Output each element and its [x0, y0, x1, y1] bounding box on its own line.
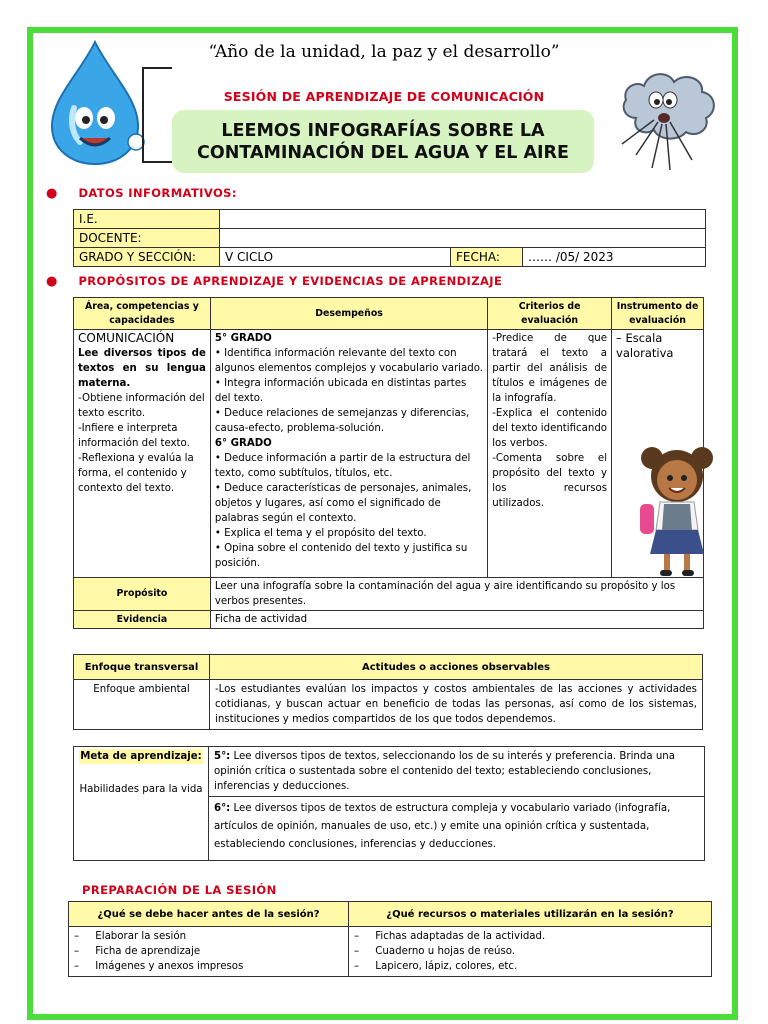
grado5-label: 5° GRADO: [214, 333, 272, 344]
proposito-label: Propósito: [74, 578, 211, 611]
desempeno-6-2: • Deduce características de personajes, animales, objetos y lugares, así como el significado de palabras según el contexto.: [214, 483, 472, 524]
meta-5-label: 5°:: [214, 751, 231, 762]
preparacion-heading: PREPARACIÓN DE LA SESIÓN: [82, 883, 277, 897]
meta-6-text: Lee diversos tipos de textos de estructura compleja y vocabulario variado (infografía, artículos de opinión, manuales de uso, etc.) y emite una opinión crítica y sustentada, estableciendo conclusiones, inferencias y deducciones.: [214, 803, 671, 850]
antes-list: [69, 927, 349, 977]
docente-label: DOCENTE:: [74, 229, 220, 248]
area-capacidad-3: -Reflexiona y evalúa la forma, el contenido y contexto del texto.: [78, 453, 194, 494]
grado-label: GRADO Y SECCIÓN:: [74, 248, 220, 267]
evidencia-value: Ficha de actividad: [210, 611, 703, 629]
area-competencia: Lee diversos tipos de textos en su lengua materna.: [78, 348, 206, 389]
preparacion-table: [68, 901, 712, 977]
desempeno-6-1: • Deduce información a partir de la estructura del texto, como subtítulos, títulos, etc.: [214, 453, 471, 479]
antes-header: ¿Qué se debe hacer antes de la sesión?: [69, 902, 349, 927]
recurso-item: – Cuaderno u hojas de reúso.: [354, 946, 516, 957]
main-title-line2: CONTAMINACIÓN DEL AGUA Y EL AIRE: [197, 142, 569, 163]
bullet-icon: ●: [46, 186, 58, 201]
fecha-value: …… /05/ 2023: [523, 248, 706, 267]
recursos-header: ¿Qué recursos o materiales utilizarán en la sesión?: [349, 902, 712, 927]
main-title-line1: LEEMOS INFOGRAFÍAS SOBRE LA: [221, 120, 545, 141]
bullet-icon: ●: [46, 274, 58, 289]
meta-5-cell: [209, 747, 705, 797]
criterio-3: -Comenta sobre el propósito del texto y los recursos utilizados.: [492, 453, 608, 509]
criterio-2: -Explica el contenido del texto identificando los verbos.: [492, 408, 608, 449]
enfoque-table: [73, 654, 703, 730]
grado-value: V CICLO: [220, 248, 451, 267]
antes-item: – Elaborar la sesión: [74, 931, 187, 942]
enfoque-col1-header: Enfoque transversal: [74, 655, 210, 680]
antes-item: – Imágenes y anexos impresos: [74, 961, 244, 972]
meta-table: [73, 746, 705, 861]
area-capacidad-1: -Obtiene información del texto escrito.: [78, 393, 205, 419]
propositos-heading: PROPÓSITOS DE APRENDIZAJE Y EVIDENCIAS DE APRENDIZAJE: [78, 274, 503, 288]
enfoque-col2-header: Actitudes o acciones observables: [210, 655, 703, 680]
fecha-label: FECHA:: [451, 248, 523, 267]
area-cell: [74, 330, 211, 578]
recursos-list: [349, 927, 712, 977]
datos-heading-row: [46, 182, 237, 201]
student-girl-image: [632, 440, 722, 580]
col-desempenos-header: Desempeños: [210, 298, 487, 330]
propositos-heading-row: [46, 270, 502, 289]
meta-6-cell: [209, 797, 705, 861]
evidencia-label: Evidencia: [74, 611, 211, 629]
enfoque-text: -Los estudiantes evalúan los impactos y costos ambientales de las acciones y actividades cotidianas, y buscan actuar en beneficio de todas las personas, así como de los sistemas, instituciones y medios compartidos de los que todos dependemos.: [210, 680, 703, 730]
recurso-item: – Lapicero, lápiz, colores, etc.: [354, 961, 518, 972]
desempeno-5-2: • Integra información ubicada en distintas partes del texto.: [214, 378, 467, 404]
decorative-bracket: [142, 67, 172, 163]
grado6-label: 6° GRADO: [214, 438, 272, 449]
docente-value-cell: [220, 229, 706, 248]
meta-label-cell: [74, 747, 209, 861]
col-criterios-header: Criterios de evaluación: [488, 298, 612, 330]
col-instrumento-header: Instrumento de evaluación: [612, 298, 704, 330]
meta-5-text: Lee diversos tipos de textos, seleccionando los de su interés y preferencia. Brinda una opinión crítica o sustentada sobre el contenido del texto; estableciendo conclusiones, inferencias y deducciones.: [214, 751, 675, 792]
proposito-value: Leer una infografía sobre la contaminación del agua y aire identificando su propósito y los verbos presentes.: [210, 578, 703, 611]
desempeno-5-3: • Deduce relaciones de semejanzas y diferencias, causa-efecto, problema-solución.: [214, 408, 470, 434]
area-capacidad-2: -Infiere e interpreta información del texto.: [78, 423, 190, 449]
criterio-1: -Predice de que tratará el texto a partir del análisis de títulos e imágenes de la infografía.: [492, 333, 608, 404]
instrumento-cell: – Escala valorativa: [612, 330, 704, 578]
recurso-item: – Fichas adaptadas de la actividad.: [354, 931, 546, 942]
criterios-cell: [488, 330, 612, 578]
area-title: COMUNICACIÓN: [78, 331, 175, 345]
desempenos-cell: [210, 330, 487, 578]
meta-label: Meta de aprendizaje:: [80, 751, 202, 762]
desempeno-6-3: • Explica el tema y el propósito del texto.: [214, 528, 427, 539]
meta-6-label: 6°:: [214, 803, 231, 814]
main-title-box: [172, 110, 594, 173]
habilidades-label: Habilidades para la vida: [79, 784, 203, 795]
desempeno-6-4: • Opina sobre el contenido del texto y justifica su posición.: [214, 543, 468, 569]
col-area-header: Área, competencias y capacidades: [74, 298, 211, 330]
cloud-mascot-image: [608, 60, 728, 180]
enfoque-name: Enfoque ambiental: [74, 680, 210, 730]
session-title: SESIÓN DE APRENDIZAJE DE COMUNICACIÓN: [223, 89, 545, 104]
ie-label: I.E.: [74, 210, 220, 229]
antes-item: – Ficha de aprendizaje: [74, 946, 201, 957]
motto: “Año de la unidad, la paz y el desarrollo”: [208, 42, 560, 62]
datos-heading: DATOS INFORMATIVOS:: [78, 186, 237, 200]
ie-value-cell: [220, 210, 706, 229]
desempeno-5-1: • Identifica información relevante del texto con algunos elementos complejos y vocabulario variado.: [214, 348, 483, 374]
datos-table: [73, 209, 706, 267]
propositos-table: [73, 297, 704, 629]
